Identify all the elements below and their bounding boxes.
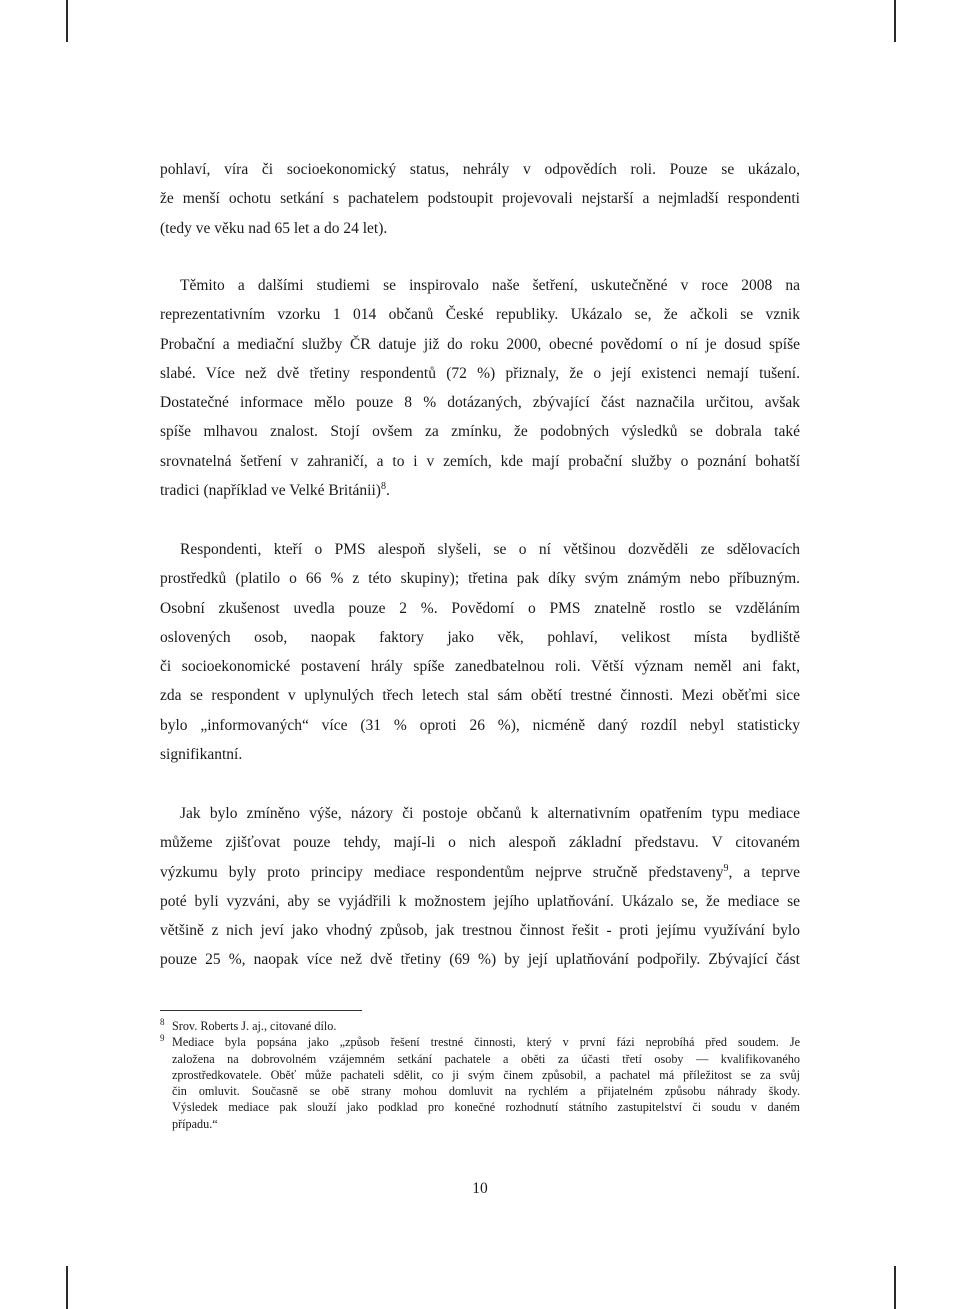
footnote-line: založena na dobrovolném vzájemném setkání pachatele a oběti za účasti třetí osoby — kvalifikovaného xyxy=(172,1051,800,1066)
paragraph-line: srovnatelná šetření v zahraničí, a to i v zemích, kde mají probační služby o poznání bohatší xyxy=(160,452,800,470)
paragraph-line: slabé. Více než dvě třetiny respondentů (72 %) přiznaly, že o její existenci nemají tušení. xyxy=(160,364,800,382)
footnote-number: 8 xyxy=(160,1017,165,1027)
footnotes xyxy=(160,1018,800,1132)
paragraph-2 xyxy=(160,271,800,505)
paragraph-line: Osobní zkušenost uvedla pouze 2 %. Povědomí o PMS znatelně rostlo se vzděláním xyxy=(160,599,800,617)
paragraph-line: většině z nich jeví jako vhodný způsob, jak trestnou činnost řešit - proti jejímu využívání bylo xyxy=(160,922,800,940)
footnote-separator xyxy=(160,1010,362,1011)
paragraph-line: spíše mlhavou znalost. Stojí ovšem za zmínku, že podobných výsledků se dobrala také xyxy=(160,423,800,441)
footnote-ref-9[interactable]: 9 xyxy=(723,862,729,874)
paragraph-line: Dostatečné informace mělo pouze 8 % dotázaných, zbývající část naznačila určitou, avšak xyxy=(160,394,800,412)
footnote-line: Srov. Roberts J. aj., citované dílo. xyxy=(172,1019,337,1033)
footnote-ref-8[interactable]: 8 xyxy=(380,481,386,493)
paragraph-line: signifikantní. xyxy=(160,746,243,764)
paragraph-line: (tedy ve věku nad 65 let a do 24 let). xyxy=(160,219,388,237)
paragraph-line: Jak bylo zmíněno výše, názory či postoje občanů k alternativním opatřením typu mediace xyxy=(180,805,800,822)
paragraph-1 xyxy=(160,155,800,243)
footnote-8 xyxy=(160,1018,800,1034)
paragraph-line: výzkumu byly proto principy mediace respondentům nejprve stručně představeny$^9$, a teprve xyxy=(160,862,801,881)
footnote-line: Mediace byla popsána jako „způsob řešení trestné činnosti, který v první fázi neprobíhá před soudem. Je xyxy=(172,1035,800,1050)
footnote-line: zprostředkovatele. Oběť může pachateli sdělit, co ji svým činem způsobil, a pachatel má příležitost se za svůj xyxy=(172,1067,800,1082)
paragraph-line: tradici (například ve Velké Británii)$^8$. xyxy=(160,481,390,500)
paragraph-line: bylo „informovaných“ více (31 % oproti 26 %), nicméně daný rozdíl nebyl statisticky xyxy=(160,716,800,734)
crop-mark-bottom-right xyxy=(894,1266,896,1309)
footnote-number: 9 xyxy=(160,1033,165,1044)
footnote-9 xyxy=(160,1034,800,1132)
paragraph-line: oslovených osob, naopak faktory jako věk, pohlaví, velikost místa bydliště xyxy=(160,628,800,646)
paragraph-line: reprezentativním vzorku 1 014 občanů České republiky. Ukázalo se, že ačkoli se vznik xyxy=(160,306,800,324)
footnote-line: čin omluvit. Současně se obě strany mohou domluvit na rychlém a přijatelném způsobu náhrady škody. xyxy=(172,1084,800,1099)
paragraph-line: že menší ochotu setkání s pachatelem podstoupit projevovali nejstarší a nejmladší respondenti xyxy=(160,190,800,208)
paragraph-4 xyxy=(160,799,800,975)
page-number: 10 xyxy=(472,1180,488,1197)
paragraph-line: Těmito a dalšími studiemi se inspirovalo naše šetření, uskutečněné v roce 2008 na xyxy=(180,277,800,294)
paragraph-line: či socioekonomické postavení hrály spíše zanedbatelnou roli. Větší význam neměl ani fakt, xyxy=(160,658,800,676)
paragraph-line: prostředků (platilo o 66 % z této skupiny); třetina pak díky svým známým nebo příbuzným. xyxy=(160,570,800,588)
paragraph-line: Respondenti, kteří o PMS alespoň slyšeli, se o ní většinou dozvěděli ze sdělovacích xyxy=(180,541,800,558)
crop-mark-top-right xyxy=(894,0,896,42)
paragraph-line: můžeme zjišťovat pouze tehdy, mají-li o nich alespoň základní představu. V citovaném xyxy=(160,834,800,852)
paragraph-3 xyxy=(160,535,800,769)
paragraph-line: poté byli vyzváni, aby se vyjádřili k možnostem jejího uplatňování. Ukázalo se, že mediace se xyxy=(160,892,800,910)
paragraph-line: zda se respondent v uplynulých třech letech stal sám obětí trestné činnosti. Mezi oběťmi sice xyxy=(160,687,800,705)
footnote-line: Výsledek mediace pak slouží jako podklad pro konečné rozhodnutí státního zastupitelství či soudu v daném xyxy=(172,1100,800,1115)
paragraph-line: Probační a mediační služby ČR datuje již do roku 2000, obecné povědomí o ní je dosud spíše xyxy=(160,335,800,353)
paragraph-line: pouze 25 %, naopak více než dvě třetiny (69 %) by její uplatňování podpořily. Zbývající část xyxy=(160,951,800,969)
crop-mark-top-left xyxy=(66,0,68,42)
footnote-line: případu.“ xyxy=(172,1116,218,1131)
crop-mark-bottom-left xyxy=(66,1266,68,1309)
paragraph-line: pohlaví, víra či socioekonomický status, nehrály v odpovědích roli. Pouze se ukázalo, xyxy=(160,161,800,178)
